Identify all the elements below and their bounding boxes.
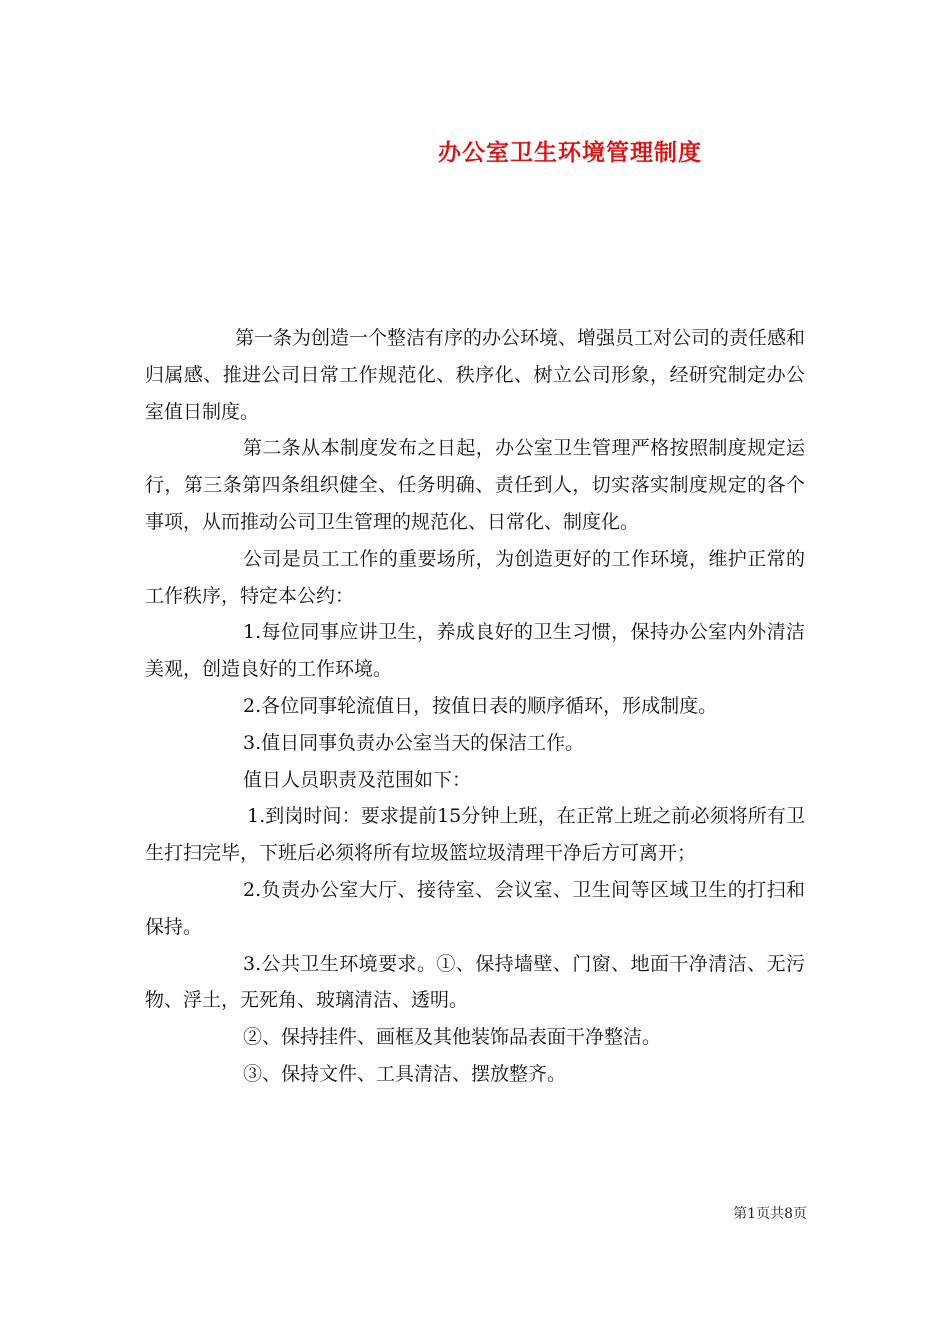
paragraph-item-3: 3.值日同事负责办公室当天的保洁工作。 (243, 731, 585, 754)
document-title: 办公室卫生环境管理制度 (438, 139, 702, 166)
document-body (145, 320, 805, 1093)
paragraph-duty-3: 3.公共卫生环境要求。①、保持墙壁、门窗、地面干净清洁、无污物、浮土，无死角、玻璃清洁、透明。 (145, 952, 805, 1012)
paragraph-convention-intro: 公司是员工工作的重要场所，为创造更好的工作环境，维护正常的工作秩序，特定本公约： (145, 547, 805, 607)
paragraph-item-1: 1.每位同事应讲卫生，养成良好的卫生习惯，保持办公室内外清洁美观，创造良好的工作环境。 (145, 621, 805, 681)
paragraph-duty-2: 2.负责办公室大厅、接待室、会议室、卫生间等区域卫生的打扫和保持。 (145, 878, 805, 938)
paragraph-article-2: 第二条从本制度发布之日起，办公室卫生管理严格按照制度规定运行，第三条第四条组织健全、任务明确、责任到人，切实落实制度规定的各个事项，从而推动公司卫生管理的规范化、日常化、制度化。 (145, 437, 805, 533)
page-number-footer: 第1页共8页 (733, 1206, 807, 1222)
paragraph-duties-heading: 值日人员职责及范围如下： (243, 768, 472, 791)
paragraph-duty-3-sub-3: ③、保持文件、工具清洁、摆放整齐。 (243, 1062, 567, 1085)
paragraph-duty-3-sub-2: ②、保持挂件、画框及其他装饰品表面干净整洁。 (243, 1026, 662, 1049)
paragraph-item-2: 2.各位同事轮流值日，按值日表的顺序循环，形成制度。 (243, 694, 718, 717)
paragraph-article-1: 第一条为创造一个整洁有序的办公环境、增强员工对公司的责任感和归属感、推进公司日常工作规范化、秩序化、树立公司形象，经研究制定办公室值日制度。 (145, 327, 806, 423)
paragraph-duty-1: 1.到岗时间：要求提前15分钟上班，在正常上班之前必须将所有卫生打扫完毕，下班后必须将所有垃圾篮垃圾清理干净后方可离开； (145, 805, 805, 865)
